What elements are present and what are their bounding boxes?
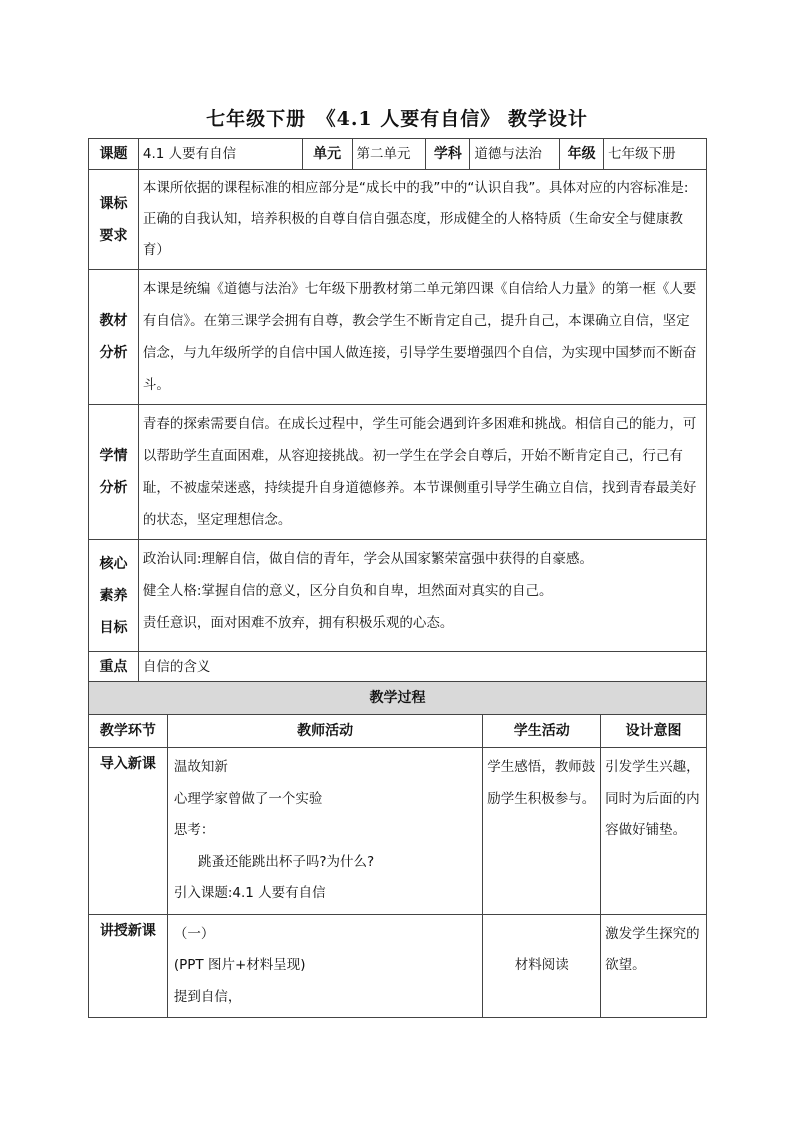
- standard-row: [89, 170, 707, 270]
- teacher-activity: [167, 914, 482, 1018]
- col-stage: 教学环节: [89, 715, 168, 748]
- teacher-line: 心理学家曾做了一个实验: [173, 790, 323, 807]
- student-activity: 材料阅读: [483, 914, 601, 1018]
- teacher-line: 思考：: [173, 822, 215, 838]
- subject-value: 道德与法治: [470, 139, 560, 170]
- literacy-row: [89, 540, 707, 652]
- learner-row: [89, 405, 707, 540]
- key-point-label: 重点: [89, 652, 139, 683]
- teacher-activity: [167, 748, 482, 915]
- page-title: 七年级下册 《4.1 人要有自信》 教学设计: [206, 108, 588, 130]
- design-intent: 引发学生兴趣，同时为后面的内容做好铺垫。: [601, 748, 707, 915]
- material-row: [89, 270, 707, 405]
- student-activity: 学生感悟，教师鼓励学生积极参与。: [483, 748, 601, 915]
- teacher-line: (PPT 图片+材料呈现): [173, 957, 306, 973]
- material-label: 教材 分析: [89, 270, 139, 405]
- literacy-line: 政治认同:理解自信，做自信的青年，学会从国家繁荣富强中获得的自豪感。: [142, 551, 593, 567]
- teacher-line: 引入课题:4.1 人要有自信: [173, 885, 326, 901]
- literacy-line: 健全人格:掌握自信的意义，区分自负和自卑，坦然面对真实的自己。: [142, 583, 553, 599]
- stage-cell: 讲授新课: [89, 914, 168, 1018]
- col-teacher: 教师活动: [167, 715, 482, 748]
- col-intent: 设计意图: [601, 715, 707, 748]
- info-row: [89, 139, 707, 170]
- process-row-intro: [89, 748, 707, 915]
- stage-cell: 导入新课: [89, 748, 168, 915]
- grade-value: 七年级下册: [604, 139, 707, 170]
- lesson-info-table: [88, 138, 707, 714]
- design-intent: 激发学生探究的欲望。: [601, 914, 707, 1018]
- subject-label: 学科: [426, 139, 470, 170]
- unit-label: 单元: [302, 139, 352, 170]
- process-heading: 教学过程: [89, 682, 707, 715]
- topic-label: 课题: [89, 139, 139, 170]
- teacher-line: 跳蚤还能跳出杯子吗?为什么?: [197, 853, 375, 870]
- process-row-new: [89, 914, 707, 1018]
- unit-value: 第二单元: [352, 139, 426, 170]
- grade-label: 年级: [560, 139, 604, 170]
- teacher-line: 提到自信，: [173, 988, 242, 1005]
- key-point-text: 自信的含义: [138, 652, 706, 683]
- process-header-row: [89, 715, 707, 748]
- standard-label: 课标 要求: [89, 170, 139, 270]
- key-point-row: [89, 652, 707, 683]
- teacher-line: （一）: [173, 925, 215, 942]
- learner-text: 青春的探索需要自信。在成长过程中，学生可能会遇到许多困难和挑战。相信自己的能力，可以帮助学生直面困难，从容迎接挑战。初一学生在学会自尊后，开始不断肯定自己，行己有耻，不被虚荣迷惑，持续提升自身道德修养。本节课侧重引导学生确立自信，找到青春最美好的状态，坚定理想信念。: [138, 405, 706, 540]
- literacy-label: 核心 素养 目标: [89, 540, 139, 652]
- teacher-line: 温故知新: [173, 759, 228, 775]
- col-student: 学生活动: [483, 715, 601, 748]
- learner-label: 学情 分析: [89, 405, 139, 540]
- literacy-line: 责任意识，面对困难不放弃，拥有积极乐观的心态。: [142, 615, 454, 631]
- material-text: 本课是统编《道德与法治》七年级下册教材第二单元第四课《自信给人力量》的第一框《人要有自信》。在第三课学会拥有自尊，教会学生不断肯定自己，提升自己，本课确立自信，坚定信念，与九年级所学的自信中国人做连接，引导学生要增强四个自信，为实现中国梦而不断奋斗。: [138, 270, 706, 405]
- topic-value: 4.1 人要有自信: [138, 139, 302, 170]
- literacy-text: [138, 540, 706, 652]
- standard-text: 本课所依据的课程标准的相应部分是“成长中的我”中的“认识自我”。具体对应的内容标准是: 正确的自我认知，培养积极的自尊自信自强态度，形成健全的人格特质（生命安全与健康教育）: [138, 170, 706, 270]
- process-table: [88, 681, 707, 1018]
